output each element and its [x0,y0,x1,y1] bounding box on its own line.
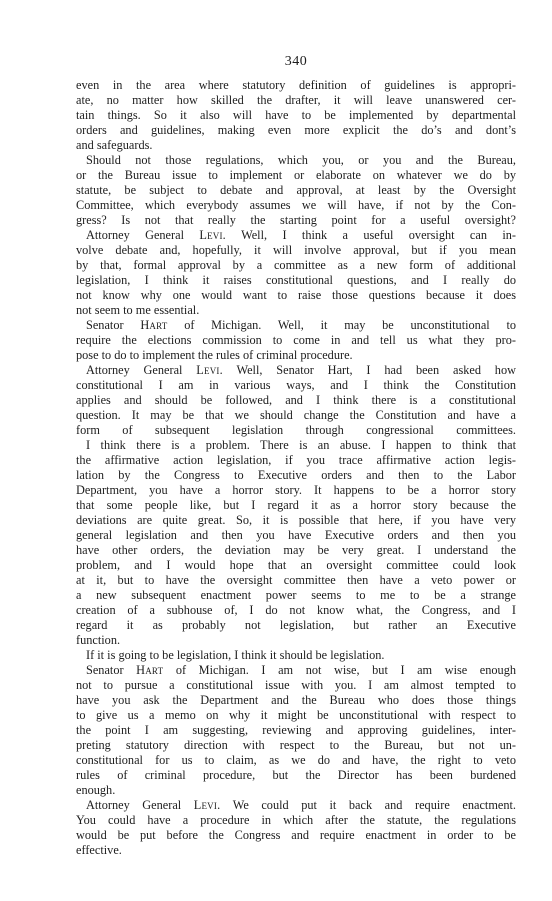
text-line: If it is going to be legislation, I think it should be legislation. [86,648,385,662]
text-line: question. It may be that we should change the Constitution and have a [76,408,516,422]
text-line: problem, and I would hope that an oversight committee could look [76,558,516,572]
speaker-title: Attorney General [86,228,200,242]
text-line: orders and guidelines, making even more explicit the do’s and dont’s [76,123,516,137]
text-line: preting statutory direction with respect to the Bureau, but not un- [76,738,516,752]
text-line: not know why one would want to raise those questions because it does [76,288,516,302]
text-line: not seem to me essential. [76,303,200,317]
speaker-title: Senator [86,663,137,677]
text-line: gress? Is not that really the starting point for a useful oversight? [76,213,516,227]
text-line: deviations are quite great. So, it is possible that here, if you have very [76,513,516,527]
text-line: have other orders, the deviation may be very great. I understand the [76,543,516,557]
text-line: and safeguards. [76,138,153,152]
speech-text: We could put it back and require enactment. [220,798,516,812]
speaker-title: Attorney General [86,363,197,377]
speech-text: Well, I think a useful oversight can in- [225,228,516,242]
text-line: by that, formal approval by a committee as a new form of additional [76,258,516,272]
text-line: to give us a memo on why it might be unconstitutional with respect to [76,708,516,722]
text-line: Department, you have a horror story. It happens to be a horror story [76,483,516,497]
text-line: a new subsequent enactment power seems to me to be a strange [76,588,516,602]
speaker-title: Senator [86,318,141,332]
speaker-name: Levi. [196,363,223,377]
text-line: constitutional for us to claim, as we do and have, the right to veto [76,753,516,767]
text-line: even in the area where statutory definition of guidelines is appropri- [76,78,516,92]
text-line: Committee, which everybody assumes we will have, if not by the Con- [76,198,516,212]
text-line: statute, be subject to debate and approval, at least by the Oversight [76,183,516,197]
text-line: I think there is a problem. There is an abuse. I happen to think that [86,438,516,452]
speech-text: of Michigan. I am not wise, but I am wise enough [163,663,517,677]
text-line: regard it as probably not legislation, but rather an Executive [76,618,516,632]
text-line [76,798,516,813]
text-line [76,663,516,678]
text-line: or the Bureau issue to implement or elaborate on whatever we do by [76,168,516,182]
speaker-name: Levi. [199,228,226,242]
text-line: effective. [76,843,122,857]
text-line: enough. [76,783,116,797]
speaker-name: Levi. [193,798,221,812]
text-line: applies and should be followed, and I think there is a constitutional [76,393,516,407]
speaker-name: Hart [136,663,164,677]
text-line [76,363,516,378]
text-line: require the elections commission to come in and tell us what they pro- [76,333,516,347]
text-line: form of subsequent legislation through congressional committees. [76,423,516,437]
text-line: at it, but to have the oversight committee then have a veto power or [76,573,516,587]
text-line: Should not those regulations, which you, or you and the Bureau, [86,153,516,167]
speaker-name: Hart [140,318,168,332]
text-line: rules of criminal procedure, but the Director has been burdened [76,768,516,782]
text-line: lation by the Congress to Executive orders and then to the Labor [76,468,516,482]
text-line: would be put before the Congress and require enactment in order to be [76,828,516,842]
text-line: tain things. So it also will have to be implemented by departmental [76,108,516,122]
text-line: pose to do to implement the rules of criminal procedure. [76,348,353,362]
text-line: the point I am suggesting, reviewing and approving guidelines, inter- [76,723,516,737]
speaker-title: Attorney General [86,798,194,812]
text-line: the affirmative action legislation, if you trace affirmative action legis- [76,453,516,467]
text-line: constitutional I am in various ways, and I think the Constitution [76,378,516,392]
text-line: have you ask the Department and the Bureau who does those things [76,693,516,707]
text-line: You could have a procedure in which after the statute, the regulations [76,813,516,827]
speech-text: of Michigan. Well, it may be unconstitutional to [167,318,517,332]
text-line: creation of a subhouse of, I do not know what, the Congress, and I [76,603,516,617]
text-line [76,318,516,333]
text-line: legislation, I think it raises constitutional questions, and I really do [76,273,516,287]
text-line: ate, no matter how skilled the drafter, it will leave unanswered cer- [76,93,516,107]
page-number: 340 [284,54,308,69]
text-line: not to pursue a constitutional issue with you. I am almost tempted to [76,678,516,692]
text-line: general legislation and then you have Executive orders and then you [76,528,516,542]
text-line: volve debate and, hopefully, it will involve approval, but if you mean [76,243,516,257]
text-line: that some people like, but I regard it as a horror story because the [76,498,516,512]
text-line [76,228,516,243]
body-text [76,78,516,858]
text-line: function. [76,633,121,647]
speech-text: Well, Senator Hart, I had been asked how [222,363,516,377]
document-page [76,0,516,858]
